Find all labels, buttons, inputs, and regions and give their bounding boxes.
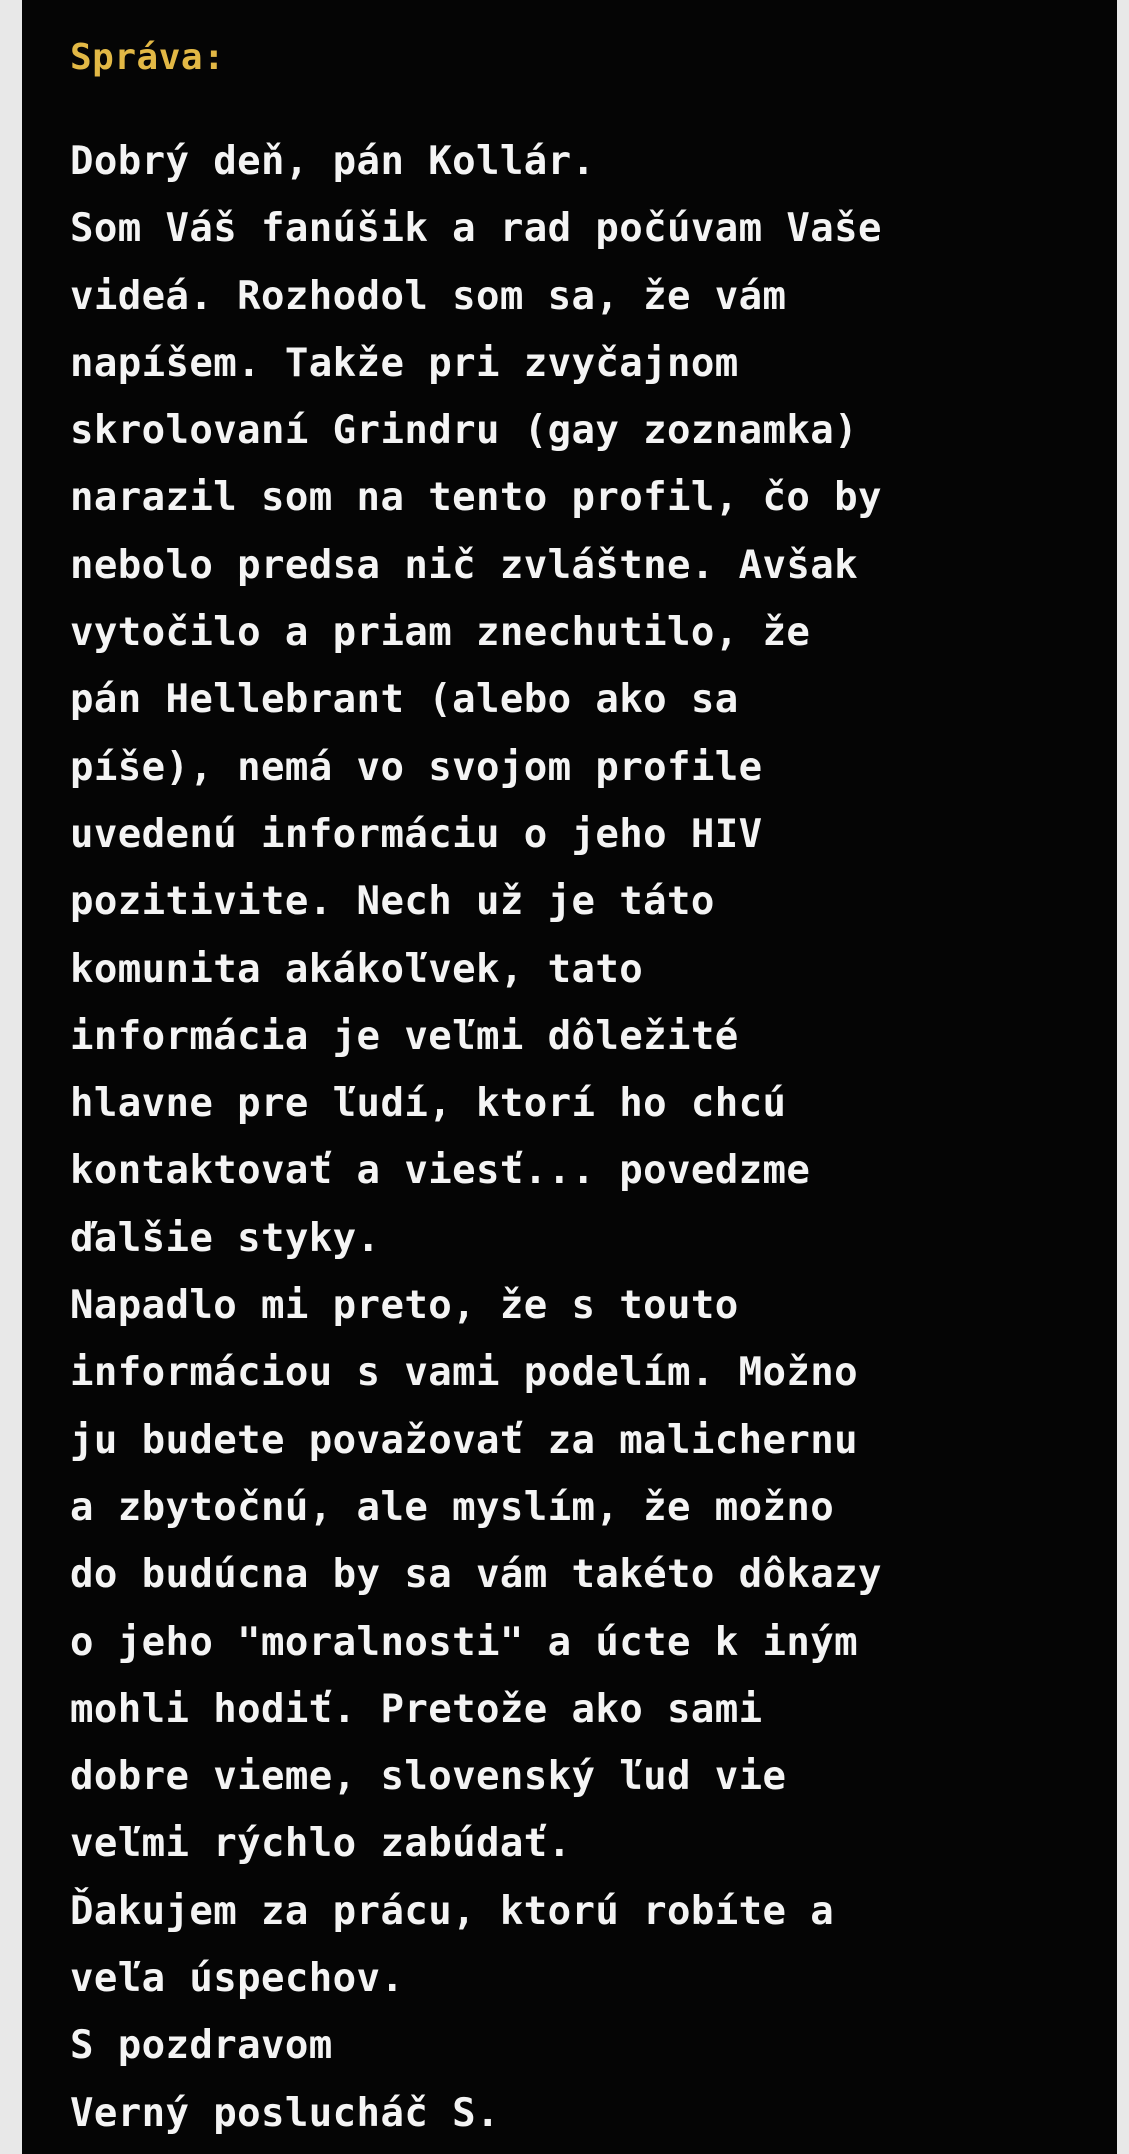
message-line: do budúcna by sa vám takéto dôkazy <box>70 1552 882 1598</box>
message-body <box>70 128 1080 2147</box>
message-line: pozitivite. Nech už je táto <box>70 879 715 925</box>
message-line: skrolovaní Grindru (gay zoznamka) <box>70 408 859 454</box>
message-line: narazil som na tento profil, čo by <box>70 475 882 521</box>
message-line: veľa úspechov. <box>70 1956 405 2002</box>
message-line: kontaktovať a viesť... povedzme <box>70 1148 811 1194</box>
message-line: píše), nemá vo svojom profile <box>70 744 763 790</box>
message-line: o jeho "moralnosti" a úcte k iným <box>70 1619 859 1665</box>
message-line: pán Hellebrant (alebo ako sa <box>70 677 739 723</box>
message-line: ďalšie styky. <box>70 1215 381 1261</box>
message-line: Verný poslucháč S. <box>70 2090 500 2136</box>
message-line: Ďakujem za prácu, ktorú robíte a <box>70 1888 835 1934</box>
message-line: videá. Rozhodol som sa, že vám <box>70 273 787 319</box>
message-line: Dobrý deň, pán Kollár. <box>70 139 596 184</box>
message-line: mohli hodiť. Pretože ako sami <box>70 1686 763 1732</box>
message-line: komunita akákoľvek, tato <box>70 946 644 992</box>
message-line: veľmi rýchlo zabúdať. <box>70 1821 572 1867</box>
message-line: ju budete považovať za malichernu <box>70 1417 859 1463</box>
message-line: informácia je veľmi dôležité <box>70 1013 739 1059</box>
message-line: vytočilo a priam znechutilo, že <box>70 610 811 656</box>
message-line: Som Váš fanúšik a rad počúvam Vaše <box>70 206 882 252</box>
message-line: uvedenú informáciu o jeho HIV <box>70 811 763 857</box>
message-line: a zbytočnú, ale myslím, že možno <box>70 1484 835 1530</box>
message-line: napíšem. Takže pri zvyčajnom <box>70 340 739 386</box>
message-line: Napadlo mi preto, že s touto <box>70 1283 739 1329</box>
message-line: hlavne pre ľudí, ktorí ho chcú <box>70 1081 787 1127</box>
message-line: informáciou s vami podelím. Možno <box>70 1350 859 1396</box>
message-line: dobre vieme, slovenský ľud vie <box>70 1754 787 1800</box>
message-label: Správa: <box>70 37 226 78</box>
message-line: nebolo predsa nič zvláštne. Avšak <box>70 542 859 588</box>
message-line: S pozdravom <box>70 2023 333 2069</box>
